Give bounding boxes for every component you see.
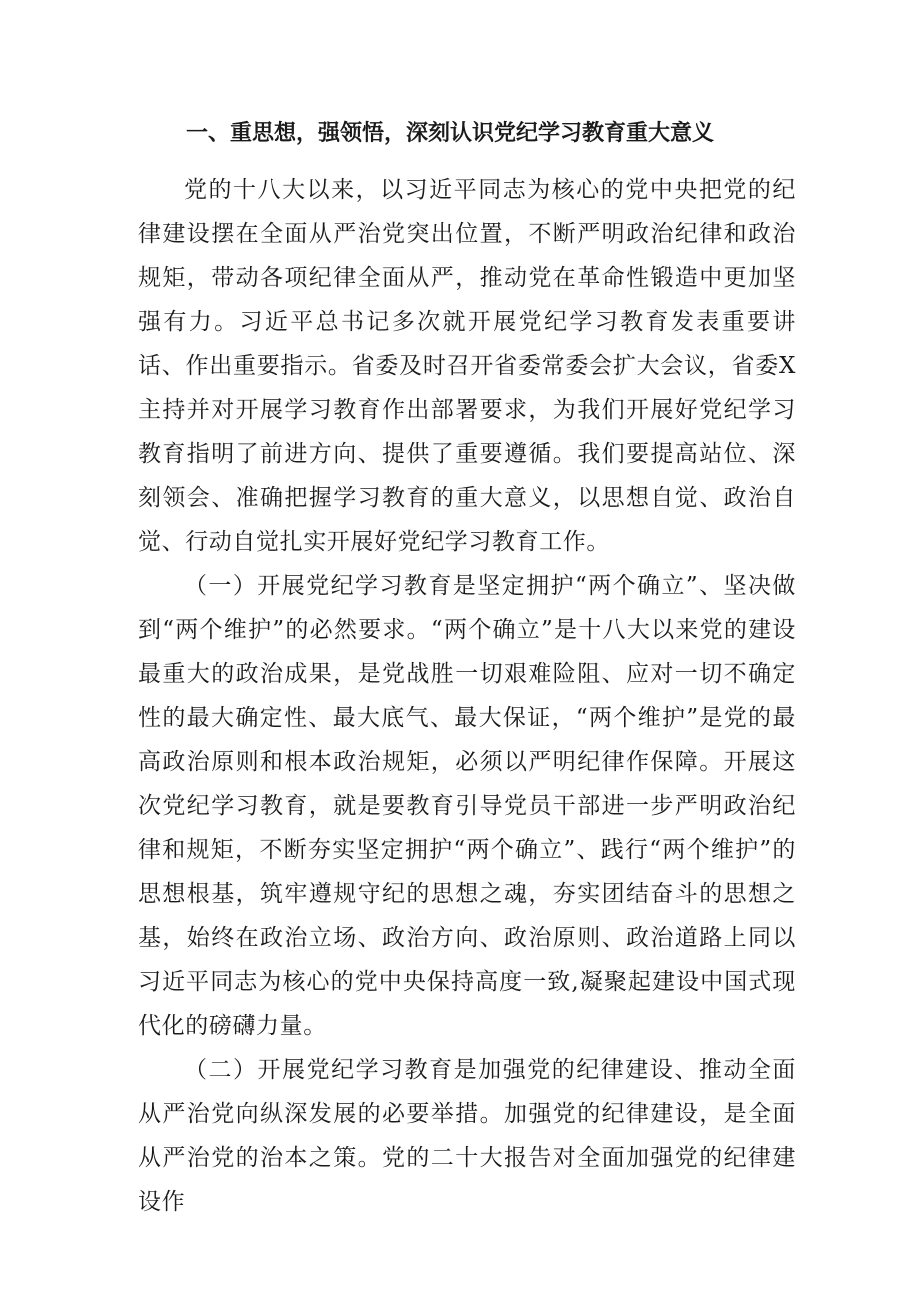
- paragraph-point-one: （一）开展党纪学习教育是坚定拥护“两个确立”、坚决做到“两个维护”的必然要求。“两个确立”是十八大以来党的建设最重大的政治成果，是党战胜一切艰难险阻、应对一切不确定性的最大确定性、最大底气、最大保证，“两个维护”是党的最高政治原则和根本政治规矩，必须以严明纪律作保障。开展这次党纪学习教育，就是要教育引导党员干部进一步严明政治纪律和规矩，不断夯实坚定拥护“两个确立”、践行“两个维护”的思想根基，筑牢遵规守纪的思想之魂，夯实团结奋斗的思想之基，始终在政治立场、政治方向、政治原则、政治道路上同以习近平同志为核心的党中央保持高度一致,凝聚起建设中国式现代化的磅礴力量。: [138, 573, 796, 1039]
- paragraph-intro: 党的十八大以来，以习近平同志为核心的党中央把党的纪律建设摆在全面从严治党突出位置，不断严明政治纪律和政治规矩，带动各项纪律全面从严，推动党在革命性锻造中更加坚强有力。习近平总书记多次就开展党纪学习教育发表重要讲话、作出重要指示。省委及时召开省委常委会扩大会议，省委X主持并对开展学习教育作出部署要求，为我们开展好党纪学习教育指明了前进方向、提供了重要遵循。我们要提高站位、深刻领会、准确把握学习教育的重大意义，以思想自觉、政治自觉、行动自觉扎实开展好党纪学习教育工作。: [138, 177, 796, 555]
- paragraph-point-two: （二）开展党纪学习教育是加强党的纪律建设、推动全面从严治党向纵深发展的必要举措。加强党的纪律建设，是全面从严治党的治本之策。党的二十大报告对全面加强党的纪律建设作: [138, 1057, 796, 1215]
- section-heading: 一、重思想，强领悟，深刻认识党纪学习教育重大意义: [185, 121, 714, 146]
- document-body: [138, 168, 796, 1224]
